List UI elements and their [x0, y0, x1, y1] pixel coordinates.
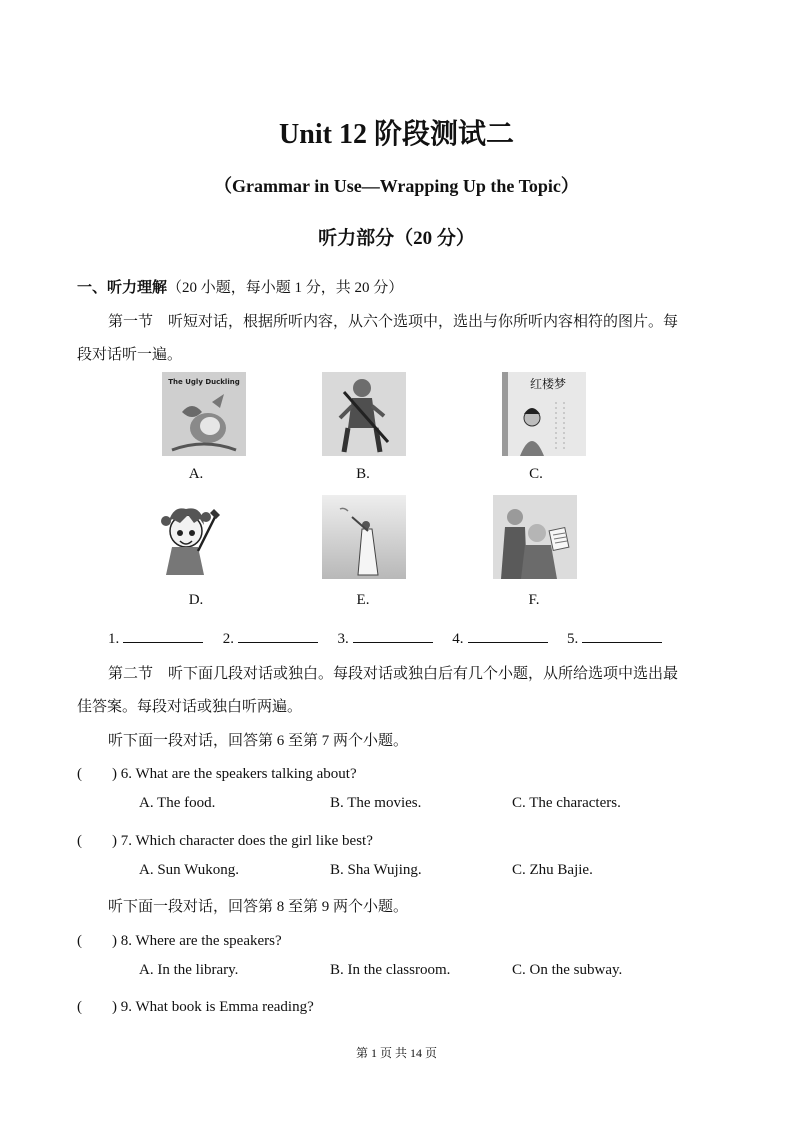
section2-instruction-line1: 第二节 听下面几段对话或独白。每段对话或独白后有几个小题，从所给选项中选出最 — [108, 666, 679, 682]
part1-heading — [77, 276, 403, 297]
question-6-option-c[interactable]: C. The characters. — [512, 795, 621, 811]
question-7-option-c[interactable]: C. Zhu Bajie. — [512, 862, 593, 878]
answer-1-number: 1. — [108, 631, 120, 647]
picture-a-label: A. — [188, 466, 204, 482]
answer-5-blank[interactable] — [582, 628, 662, 643]
question-6 — [77, 762, 357, 783]
question-9 — [77, 995, 314, 1016]
question-9-text: 9. What book is Emma reading? — [120, 999, 314, 1015]
question-7-option-a[interactable]: A. Sun Wukong. — [139, 862, 239, 878]
question-7-text: 7. Which character does the girl like best? — [120, 833, 373, 849]
picture-c-caption: 红楼梦 — [529, 377, 567, 391]
girl-with-brush-icon — [152, 495, 236, 579]
answer-4-number: 4. — [452, 631, 464, 647]
picture-c — [502, 372, 586, 456]
section-title: 听力部分（20 分） — [318, 228, 475, 249]
answer-2[interactable] — [223, 631, 318, 647]
elderly-couple-icon — [493, 495, 577, 579]
question-6-option-b[interactable]: B. The movies. — [330, 795, 422, 811]
picture-a-caption: The Ugly Duckling — [168, 378, 240, 386]
section1-instruction-line1: 第一节 听短对话，根据所听内容，从六个选项中，选出与你所听内容相符的图片。每 — [108, 314, 679, 330]
answer-2-blank[interactable] — [238, 628, 318, 643]
answer-2-number: 2. — [222, 631, 234, 647]
question-8-option-b[interactable]: B. In the classroom. — [330, 962, 451, 978]
page-footer: 第 1 页 共 14 页 — [355, 1046, 437, 1060]
picture-e-label: E. — [356, 592, 370, 608]
dialog-intro-8-9: 听下面一段对话，回答第 8 至第 9 两个小题。 — [108, 899, 409, 915]
question-7 — [77, 829, 373, 850]
picture-d-label: D. — [188, 592, 204, 608]
picture-a — [162, 372, 246, 456]
section2-instruction-line2: 佳答案。每段对话或独白听两遍。 — [77, 699, 303, 715]
question-8-answer-paren[interactable]: ( ) — [77, 933, 117, 949]
picture-f — [493, 495, 577, 579]
question-9-answer-paren[interactable]: ( ) — [77, 999, 117, 1015]
picture-b-label: B. — [356, 466, 370, 482]
answer-5[interactable] — [567, 631, 662, 647]
question-8-text: 8. Where are the speakers? — [120, 933, 282, 949]
page-subtitle: （Grammar in Use—Wrapping Up the Topic） — [214, 176, 579, 196]
section1-instruction-line2: 段对话听一遍。 — [77, 347, 183, 363]
picture-c-label: C. — [529, 466, 543, 482]
poet-figure-icon — [322, 495, 406, 579]
answer-5-number: 5. — [567, 631, 579, 647]
dialog-intro-6-7: 听下面一段对话，回答第 6 至第 7 两个小题。 — [108, 733, 409, 749]
question-7-option-b[interactable]: B. Sha Wujing. — [330, 862, 422, 878]
answer-1[interactable] — [108, 631, 203, 647]
answer-blank-row — [108, 628, 662, 648]
part1-heading-main: 一、听力理解 — [77, 280, 168, 296]
answer-1-blank[interactable] — [123, 628, 203, 643]
question-8 — [77, 929, 282, 950]
ugly-duckling-book-icon — [162, 372, 246, 456]
page-title: Unit 12 阶段测试二 — [279, 119, 514, 150]
monkey-king-icon — [322, 372, 406, 456]
answer-3-number: 3. — [337, 631, 349, 647]
question-8-option-a[interactable]: A. In the library. — [139, 962, 239, 978]
picture-e — [322, 495, 406, 579]
question-8-option-c[interactable]: C. On the subway. — [512, 962, 623, 978]
answer-4[interactable] — [452, 631, 547, 647]
question-6-text: 6. What are the speakers talking about? — [120, 766, 357, 782]
answer-3[interactable] — [338, 631, 433, 647]
question-6-option-a[interactable]: A. The food. — [139, 795, 216, 811]
question-7-answer-paren[interactable]: ( ) — [77, 833, 117, 849]
picture-d — [152, 495, 236, 579]
answer-4-blank[interactable] — [468, 628, 548, 643]
picture-b — [322, 372, 406, 456]
part1-heading-score: （20 小题，每小题 1 分，共 20 分） — [167, 280, 404, 296]
answer-3-blank[interactable] — [353, 628, 433, 643]
dream-red-mansions-book-icon — [502, 372, 586, 456]
picture-f-label: F. — [528, 592, 540, 608]
question-6-answer-paren[interactable]: ( ) — [77, 766, 117, 782]
